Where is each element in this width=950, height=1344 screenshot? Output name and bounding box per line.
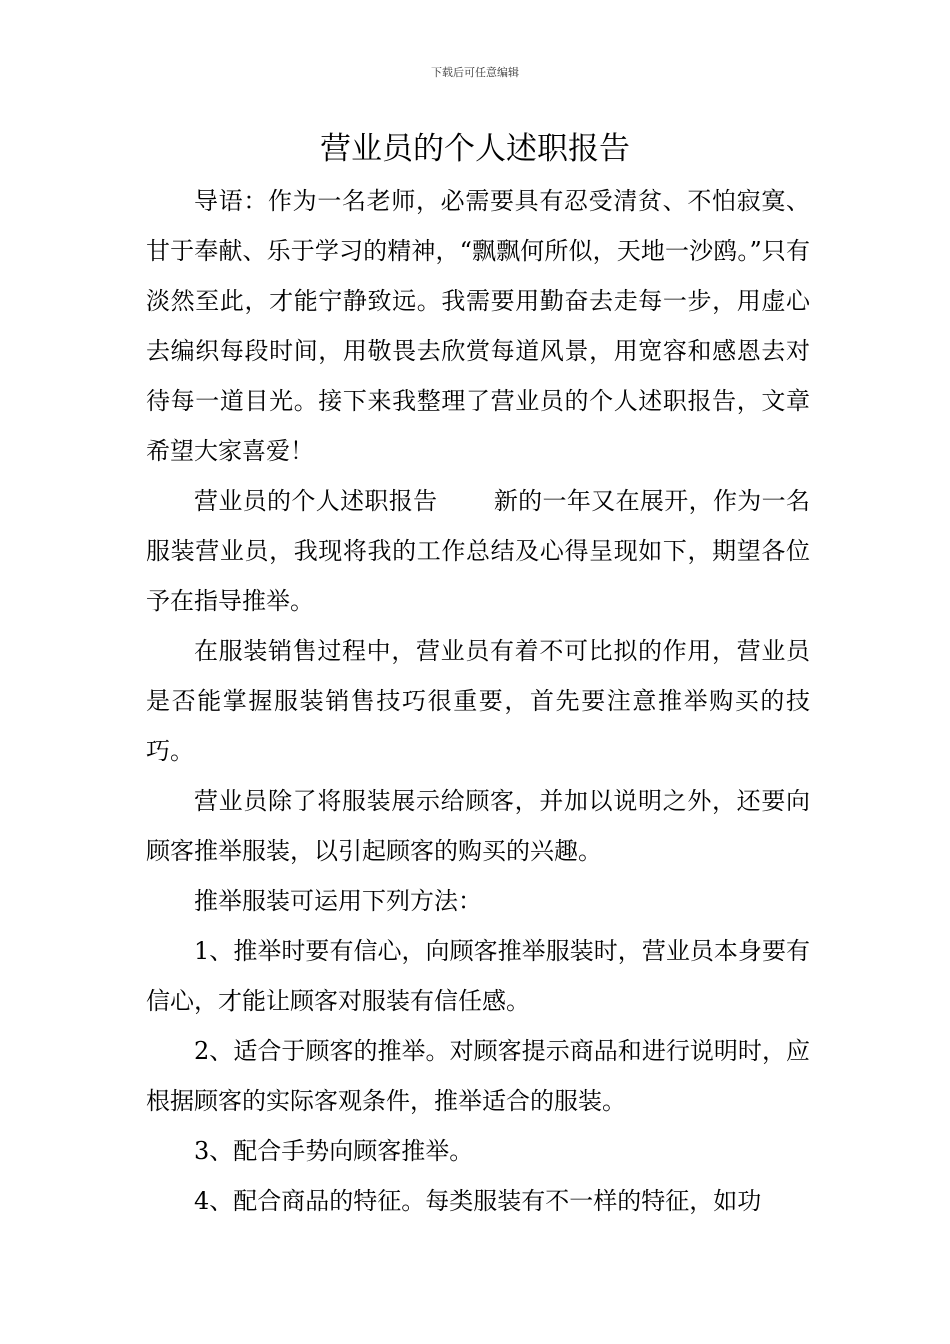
page-title: 营业员的个人述职报告	[320, 131, 630, 167]
document-body	[146, 176, 810, 1226]
opening-body: 一名服装营业员，我现将我的工作总结及心得呈现如下，期望各位予在指导推举。	[146, 487, 811, 615]
opening-lead-tail: 新的一年又在展开，作为	[493, 487, 762, 515]
method-item-1: 1、推举时要有信心，向顾客推举服装时，营业员本身要有信心，才能让顾客对服装有信任感。	[146, 937, 810, 1015]
method-item-2: 2、适合于顾客的推举。对顾客提示商品和进行说明时，应根据顾客的实际客观条件，推举适合的服装。	[146, 1037, 810, 1115]
method-item-4: 4、配合商品的特征。每类服装有不一样的特征，如功	[194, 1187, 762, 1215]
opening-lead: 营业员的个人述职报告	[194, 487, 438, 515]
method-item-3: 3、配合手势向顾客推举。	[194, 1137, 474, 1165]
header-note: 下载后可任意编辑	[431, 66, 519, 79]
opening-paragraph	[146, 476, 810, 626]
recommend-paragraph: 营业员除了将服装展示给顾客，并加以说明之外，还要向顾客推举服装，以引起顾客的购买的兴趣。	[146, 787, 810, 865]
methods-intro-paragraph: 推举服装可运用下列方法：	[194, 887, 482, 915]
intro-paragraph: 导语：作为一名老师，必需要具有忍受清贫、不怕寂寞、甘于奉献、乐于学习的精神，“飘飘何所似，天地一沙鸥。”只有淡然至此，才能宁静致远。我需要用勤奋去走每一步，用虚心去编织每段时间，用敬畏去欣赏每道风景，用宽容和感恩去对待每一道目光。接下来我整理了营业员的个人述职报告，文章希望大家喜爱！	[146, 187, 810, 465]
sales-role-paragraph: 在服装销售过程中，营业员有着不可比拟的作用，营业员是否能掌握服装销售技巧很重要，首先要注意推举购买的技巧。	[146, 637, 810, 765]
